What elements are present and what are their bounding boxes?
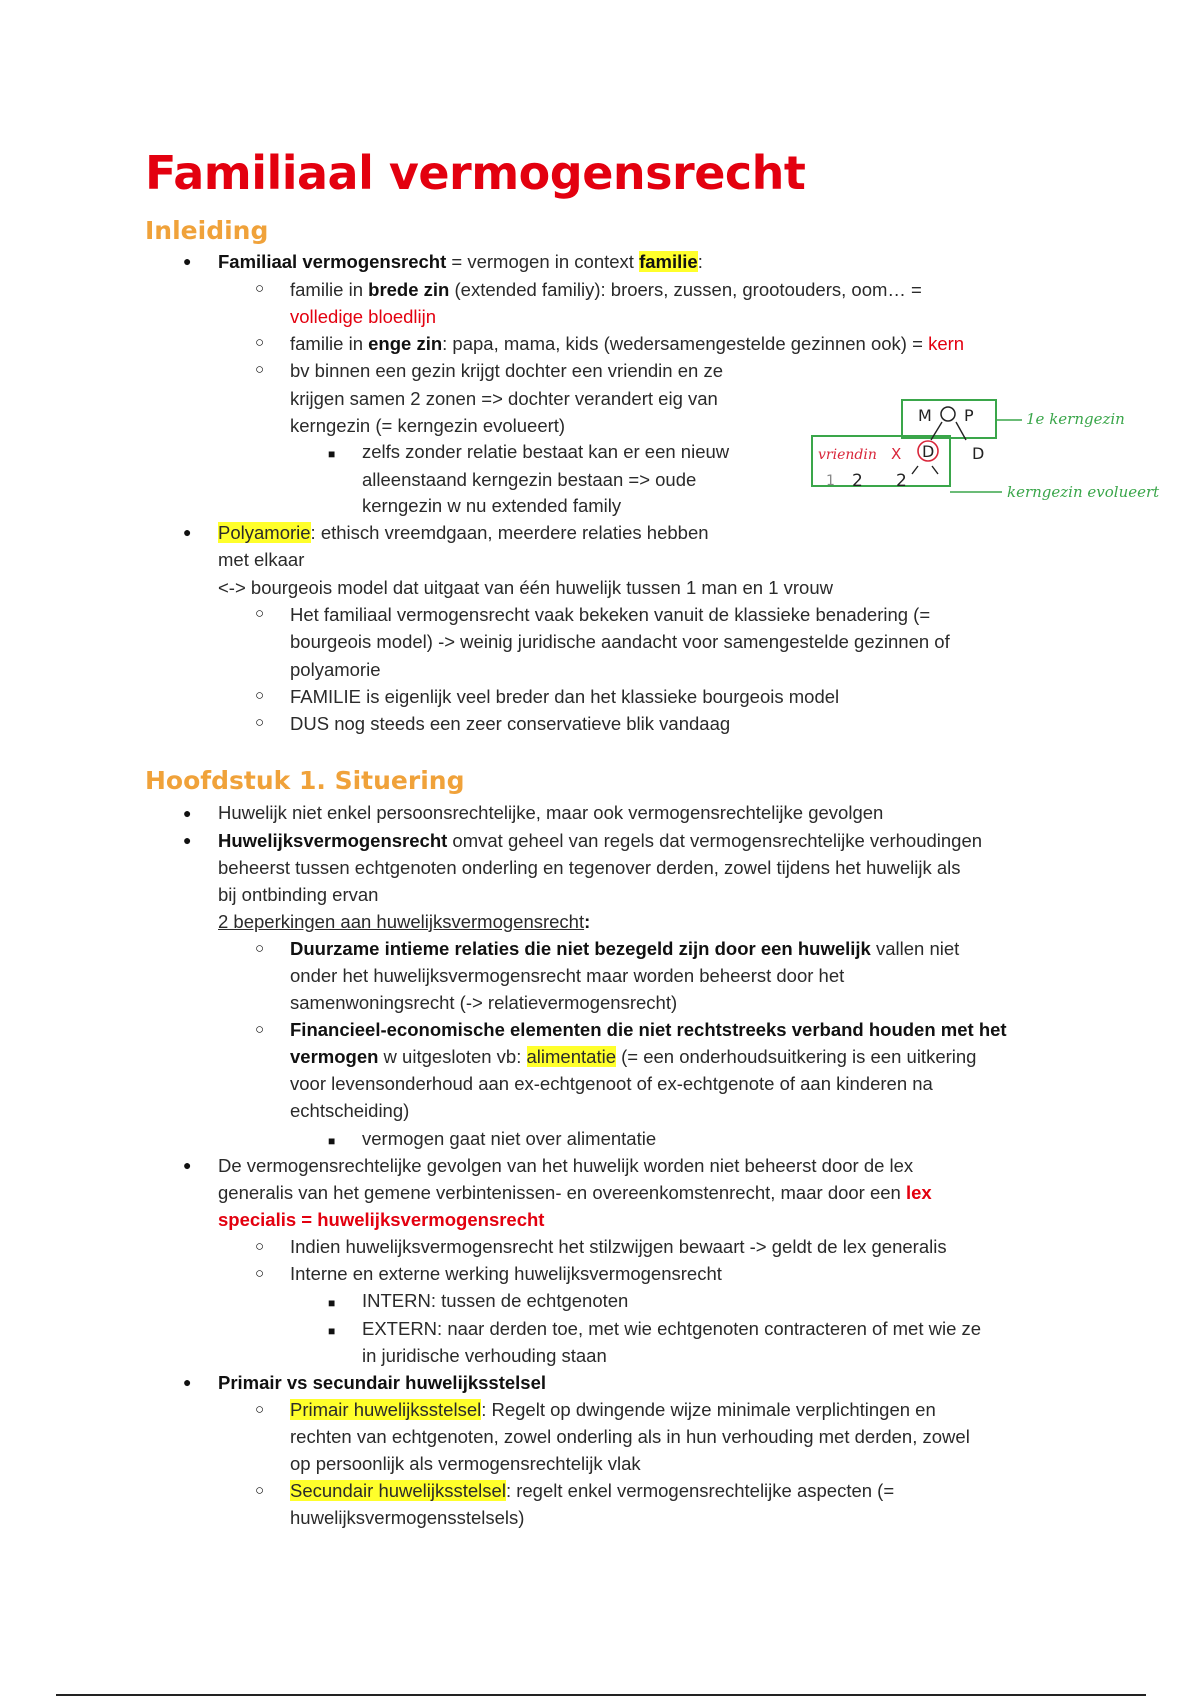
bold-term: Huwelijksvermogensrecht xyxy=(218,830,448,851)
text-span: familie in xyxy=(290,279,369,300)
square-bullet-icon xyxy=(328,1295,335,1309)
text-line xyxy=(218,832,982,851)
text-line: vermogen gaat niet over alimentatie xyxy=(362,1128,657,1149)
text-line: DUS nog steeds een zeer conservatieve blik vandaag xyxy=(290,713,731,734)
text-line: onder het huwelijksvermogensrecht maar worden beheerst door het xyxy=(290,965,845,986)
sketch-circle xyxy=(941,407,955,421)
text-line: krijgen samen 2 zonen => dochter verandert eig van xyxy=(290,388,718,409)
bold-term: brede zin xyxy=(368,279,450,300)
text-line: Het familiaal vermogensrecht vaak bekeken vanuit de klassieke benadering (= xyxy=(290,604,931,625)
text-span: vallen niet xyxy=(870,938,960,959)
text-span: : ethisch vreemdgaan, meerdere relaties hebben xyxy=(310,522,709,543)
sub-bullet-icon xyxy=(255,715,264,730)
text-line: kerngezin (= kerngezin evolueert) xyxy=(290,415,566,436)
text-line xyxy=(218,1184,932,1203)
sketch-label-vriendin: vriendin xyxy=(818,447,877,463)
text-span: familie in xyxy=(290,333,369,354)
text-span: : Regelt op dwingende wijze minimale verplichtingen en xyxy=(481,1399,936,1420)
bold-term: Familiaal vermogensrecht xyxy=(218,251,447,272)
text-line: beheerst tussen echtgenoten onderling en tegenover derden, zowel tijdens het huwelijk als xyxy=(218,857,961,878)
sub-bullet-icon xyxy=(255,941,264,956)
sketch-label-d: D xyxy=(972,444,985,463)
square-bullet-icon xyxy=(328,1133,335,1147)
text-line: rechten van echtgenoten, zowel onderling als in hun verhouding met derden, zowel xyxy=(290,1426,970,1447)
text-line: FAMILIE is eigenlijk veel breder dan het klassieke bourgeois model xyxy=(290,686,840,707)
bold-term: enge zin xyxy=(368,333,443,354)
sub-bullet-icon xyxy=(255,362,264,377)
bold-term: Duurzame intieme relaties die niet bezegeld zijn door een huwelijk xyxy=(290,938,871,959)
red-term: kern xyxy=(928,333,965,354)
bullet-icon xyxy=(183,254,191,268)
text-line: Primair vs secundair huwelijksstelsel xyxy=(218,1372,547,1393)
text-line xyxy=(218,913,590,932)
text-span: omvat geheel van regels dat vermogensrechtelijke verhoudingen xyxy=(447,830,983,851)
bullet-icon xyxy=(183,806,191,820)
red-term: lex xyxy=(906,1182,932,1203)
sketch-label-two: 2 xyxy=(896,471,907,491)
text-line xyxy=(290,281,922,300)
bold-term: vermogen xyxy=(290,1046,379,1067)
sub-bullet-icon xyxy=(255,606,264,621)
highlighted-term: Primair huwelijksstelsel xyxy=(290,1399,482,1420)
text-line: specialis = huwelijksvermogensrecht xyxy=(218,1209,545,1230)
text-line: echtscheiding) xyxy=(290,1100,410,1121)
sketch-box-top xyxy=(902,400,996,438)
text-line: Financieel-economische elementen die niet rechtstreeks verband houden met het xyxy=(290,1019,1007,1040)
text-line: bv binnen een gezin krijgt dochter een vriendin en ze xyxy=(290,360,723,381)
text-line xyxy=(290,940,959,959)
text-span: : xyxy=(584,911,591,932)
highlighted-term: familie xyxy=(639,251,698,272)
bullet-icon xyxy=(183,833,191,847)
text-line xyxy=(290,1482,894,1501)
sketch-label-x: X xyxy=(891,445,902,463)
sub-bullet-icon xyxy=(255,1266,264,1281)
text-line: De vermogensrechtelijke gevolgen van het huwelijk worden niet beheerst door de lex xyxy=(218,1155,914,1176)
sub-bullet-icon xyxy=(255,1402,264,1417)
text-span: w uitgesloten vb: xyxy=(378,1046,527,1067)
text-line: Huwelijk niet enkel persoonsrechtelijke, maar ook vermogensrechtelijke gevolgen xyxy=(218,802,884,823)
text-line: EXTERN: naar derden toe, met wie echtgenoten contracteren of met wie ze xyxy=(362,1318,982,1339)
text-line: met elkaar xyxy=(218,549,305,570)
text-line xyxy=(218,253,703,272)
text-line xyxy=(290,1048,976,1067)
sketch-label-one: 1 xyxy=(826,473,835,489)
sketch-label-two: 2 xyxy=(852,471,863,491)
text-line: Indien huwelijksvermogensrecht het stilzwijgen bewaart -> geldt de lex generalis xyxy=(290,1236,947,1257)
text-line xyxy=(218,524,709,543)
text-span: : regelt enkel vermogensrechtelijke aspecten (= xyxy=(505,1480,895,1501)
text-line xyxy=(290,335,964,354)
bullet-icon xyxy=(183,1375,191,1389)
text-span: generalis van het gemene verbintenissen- en overeenkomstenrecht, maar door een xyxy=(218,1182,906,1203)
underlined-term: 2 beperkingen aan huwelijksvermogensrecht xyxy=(218,911,585,932)
sub-bullet-icon xyxy=(255,1483,264,1498)
handwritten-sketch xyxy=(800,380,1200,520)
square-bullet-icon xyxy=(328,1323,335,1337)
text-line: Interne en externe werking huwelijksvermogensrecht xyxy=(290,1263,722,1284)
sketch-label-m: M xyxy=(918,406,932,425)
text-line: alleenstaand kerngezin bestaan => oude xyxy=(362,469,697,490)
sub-bullet-icon xyxy=(255,1239,264,1254)
text-line: polyamorie xyxy=(290,659,381,680)
text-span: (= een onderhoudsuitkering is een uitkering xyxy=(615,1046,977,1067)
text-span: (extended familiy): broers, zussen, grootouders, oom… = xyxy=(449,279,922,300)
sketch-label-d-circled: D xyxy=(922,442,935,461)
sketch-line xyxy=(912,466,918,474)
text-span: : papa, mama, kids (wedersamengestelde gezinnen ook) = xyxy=(442,333,929,354)
text-line: <-> bourgeois model dat uitgaat van één huwelijk tussen 1 man en 1 vrouw xyxy=(218,577,833,598)
text-line: huwelijksvermogensstelsels) xyxy=(290,1507,525,1528)
square-bullet-icon xyxy=(328,446,335,460)
text-line: voor levensonderhoud aan ex-echtgenoot of ex-echtgenote of aan kinderen na xyxy=(290,1073,933,1094)
bullet-icon xyxy=(183,1158,191,1172)
page-title: Familiaal vermogensrecht xyxy=(145,146,806,200)
footer-divider xyxy=(56,1694,1146,1696)
text-line: volledige bloedlijn xyxy=(290,306,437,327)
text-line: in juridische verhouding staan xyxy=(362,1345,607,1366)
sub-bullet-icon xyxy=(255,335,264,350)
text-line: kerngezin w nu extended family xyxy=(362,495,622,516)
sketch-note-top: 1e kerngezin xyxy=(1026,410,1125,428)
sketch-note-bottom: kerngezin evolueert xyxy=(1007,483,1160,501)
section-heading-inleiding: Inleiding xyxy=(145,216,269,245)
sub-bullet-icon xyxy=(255,281,264,296)
text-line: bourgeois model) -> weinig juridische aandacht voor samengestelde gezinnen of xyxy=(290,631,950,652)
text-line: op persoonlijk als vermogensrechtelijk vlak xyxy=(290,1453,641,1474)
text-line xyxy=(290,1401,936,1420)
text-span: = vermogen in context xyxy=(446,251,640,272)
text-line: INTERN: tussen de echtgenoten xyxy=(362,1290,629,1311)
text-span: : xyxy=(697,251,703,272)
text-line: zelfs zonder relatie bestaat kan er een nieuw xyxy=(362,441,730,462)
highlighted-term: alimentatie xyxy=(526,1046,616,1067)
text-line: bij ontbinding ervan xyxy=(218,884,379,905)
highlighted-term: Secundair huwelijksstelsel xyxy=(290,1480,506,1501)
sub-bullet-icon xyxy=(255,1022,264,1037)
sketch-line xyxy=(932,466,938,474)
section-heading-hoofdstuk-1: Hoofdstuk 1. Situering xyxy=(145,766,465,795)
bullet-icon xyxy=(183,525,191,539)
highlighted-term: Polyamorie xyxy=(218,522,311,543)
sketch-label-p: P xyxy=(964,406,974,425)
sub-bullet-icon xyxy=(255,688,264,703)
text-line: samenwoningsrecht (-> relatievermogensrecht) xyxy=(290,992,678,1013)
